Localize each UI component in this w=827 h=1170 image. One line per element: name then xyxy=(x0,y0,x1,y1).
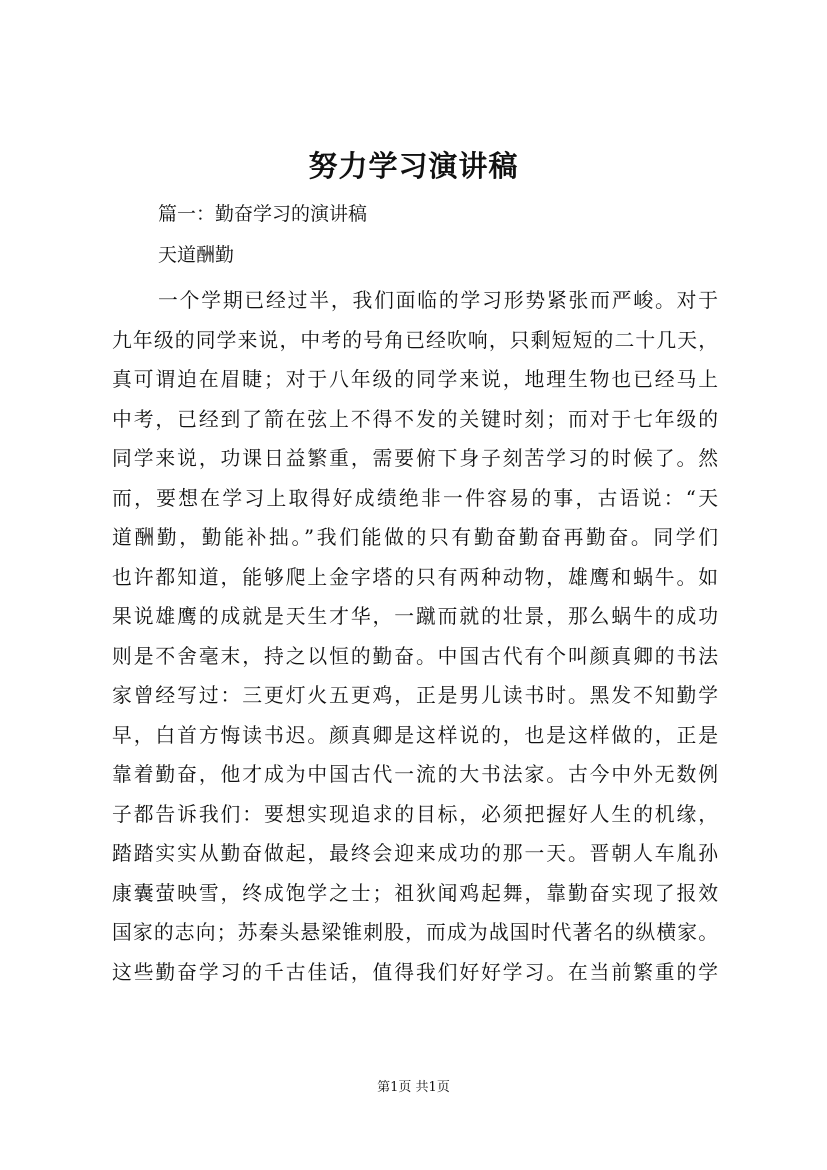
body-line: 国家的志向；苏秦头悬梁锥刺股，而成为战国时代著名的纵横家。 xyxy=(112,921,718,944)
body-line: 道酬勤，勤能补拙。”我们能做的只有勤奋勤奋再勤奋。同学们 xyxy=(112,526,718,549)
body-line: 这些勤奋学习的千古佳话，值得我们好好学习。在当前繁重的学 xyxy=(112,960,718,984)
body-line: 同学来说，功课日益繁重，需要俯下身子刻苦学习的时候了。然 xyxy=(112,447,718,470)
body-line: 真可谓迫在眉睫；对于八年级的同学来说，地理生物也已经马上 xyxy=(112,368,718,391)
body-line: 而，要想在学习上取得好成绩绝非一件容易的事，古语说：“天 xyxy=(112,486,718,510)
body-line: 也许都知道，能够爬上金字塔的只有两种动物，雄鹰和蜗牛。如 xyxy=(112,565,718,589)
body-line: 九年级的同学来说，中考的号角已经吹响，只剩短短的二十几天， xyxy=(112,328,718,352)
body-line: 早，白首方悔读书迟。颜真卿是这样说的，也是这样做的，正是 xyxy=(112,723,718,747)
body-line: 子都告诉我们：要想实现追求的目标，必须把握好人生的机缘， xyxy=(112,802,718,826)
body-line: 一个学期已经过半，我们面临的学习形势紧张而严峻。对于 xyxy=(158,289,718,312)
section-title: 天道酬勤 xyxy=(158,244,235,266)
article-subheading: 篇一：勤奋学习的演讲稿 xyxy=(158,203,368,225)
body-line: 踏踏实实从勤奋做起，最终会迎来成功的那一天。晋朝人车胤孙 xyxy=(112,842,718,865)
body-line: 则是不舍毫末，持之以恒的勤奋。中国古代有个叫颜真卿的书法 xyxy=(112,644,718,668)
body-paragraph xyxy=(112,281,718,992)
body-line: 康囊萤映雪，终成饱学之士；祖狄闻鸡起舞，靠勤奋实现了报效 xyxy=(112,881,718,905)
document-title: 努力学习演讲稿 xyxy=(308,149,519,183)
body-line: 家曾经写过：三更灯火五更鸡，正是男儿读书时。黑发不知勤学 xyxy=(112,684,718,707)
body-line: 果说雄鹰的成就是天生才华，一蹴而就的壮景，那么蜗牛的成功 xyxy=(112,605,718,628)
body-line: 中考，已经到了箭在弦上不得不发的关键时刻；而对于七年级的 xyxy=(112,407,718,431)
page-footer: 第1页 共1页 xyxy=(377,1080,450,1095)
body-line: 靠着勤奋，他才成为中国古代一流的大书法家。古今中外无数例 xyxy=(112,763,718,786)
